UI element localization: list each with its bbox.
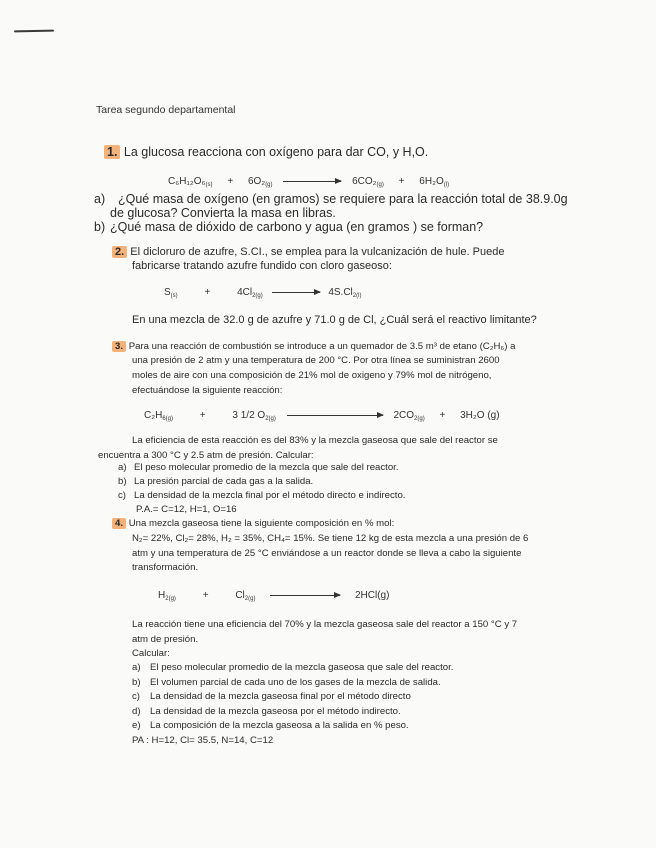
problem-4-item-a: El peso molecular promedio de la mezcla gaseosa que sale del reactor.	[150, 662, 454, 673]
problem-4-item-c: La densidad de la mezcla gaseosa final por el método directo	[150, 691, 411, 702]
eq1-plus-2: +	[398, 176, 405, 187]
problem-3-text-line-4: efectuándose la siguiente reacción:	[132, 385, 283, 396]
problem-1-equation	[168, 176, 449, 188]
problem-4-item-b: El volumen parcial de cada uno de los gases de la mezcla de salida.	[150, 677, 441, 688]
problem-4-item-c-label: c)	[132, 691, 140, 702]
eq1-reactant-2-state: (g)	[265, 182, 273, 188]
problem-1-text: La glucosa reacciona con oxígeno para dar CO, y H,O.	[123, 145, 429, 159]
eq4-plus: +	[202, 590, 209, 601]
eq2-reactant-2-state: 2(g)	[252, 293, 263, 299]
problem-1-statement	[104, 145, 428, 159]
problem-2-question: En una mezcla de 32.0 g de azufre y 71.0 g de Cl, ¿Cuál será el reactivo limitante?	[132, 314, 537, 326]
problem-2-statement	[112, 246, 504, 258]
eq3-product-1: 2CO	[393, 410, 415, 421]
eq3-product-2: 3H₂O (g)	[460, 410, 500, 421]
eq2-reactant-1: S	[164, 287, 171, 298]
problem-3-item-b: La presión parcial de cada gas a la salida.	[134, 476, 314, 487]
problem-4-text: Una mezcla gaseosa tiene la siguiente composición en % mol:	[128, 518, 395, 529]
reaction-arrow	[287, 415, 383, 416]
reaction-arrow	[270, 595, 340, 596]
problem-number-3: 3.	[112, 341, 126, 352]
eq3-plus-1: +	[199, 410, 206, 421]
problem-4-item-d: La densidad de la mezcla gaseosa por el método indirecto.	[150, 706, 401, 717]
problem-4-item-e: La composición de la mezcla gaseosa a la salida en % peso.	[150, 720, 409, 731]
eq4-reactant-1: H	[158, 590, 166, 601]
eq1-product-2-state: (l)	[443, 182, 450, 188]
pen-mark	[14, 30, 54, 33]
reaction-arrow	[283, 181, 341, 182]
eq3-reactant-1-state: 6(g)	[162, 416, 173, 422]
eq3-reactant-2-state: 2(g)	[265, 416, 276, 422]
eq2-product-1: 4S.Cl	[328, 287, 353, 298]
eq3-reactant-2: 3 1/2 O	[232, 410, 266, 421]
eq3-product-1-state: 2(g)	[414, 416, 425, 422]
problem-4-efficiency: La reacción tiene una eficiencia del 70% y la mezcla gaseosa sale del reactor a 150 °C y 7	[132, 619, 518, 630]
eq1-plus-1: +	[227, 176, 234, 187]
problem-4-item-a-label: a)	[132, 662, 141, 673]
problem-3-item-c-label: c)	[118, 490, 126, 501]
page-title: Tarea segundo departamental	[96, 104, 236, 116]
problem-1-question-b-label: b)	[94, 220, 106, 234]
eq1-reactant-1: C₆H₁₂O₆	[168, 176, 206, 187]
eq4-reactant-1-state: 2(g)	[165, 596, 176, 602]
eq1-product-1: 6CO₂	[352, 176, 377, 187]
problem-3-item-b-label: b)	[118, 476, 127, 487]
problem-3-efficiency: La eficiencia de esta reacción es del 83% y la mezcla gaseosa que sale del reactor se	[132, 435, 498, 446]
problem-4-atomic-weights: PA : H=12, Cl= 35.5, N=14, C=12	[132, 735, 274, 746]
eq1-reactant-2: 6O₂	[247, 176, 266, 187]
problem-4-item-e-label: e)	[132, 720, 141, 731]
eq1-product-1-state: (g)	[376, 182, 384, 188]
problem-3-text: Para una reacción de combustión se introduce a un quemador de 3.5 m³ de etano (C₂H₆) a	[128, 341, 516, 352]
problem-3-text-line-2: una presión de 2 atm y una temperatura de 200 °C. Por otra línea se suministran 2600	[132, 355, 500, 366]
problem-4-efficiency-cont: atm de presión.	[132, 634, 199, 645]
problem-4-text-line-3: atm y una temperatura de 25 °C enviándose a un reactor donde se lleva a cabo la siguiente	[132, 548, 522, 559]
problem-1-question-a-label: a)	[94, 192, 106, 206]
problem-3-statement	[112, 341, 515, 352]
problem-4-calcular: Calcular:	[132, 648, 170, 659]
problem-4-item-d-label: d)	[132, 706, 141, 717]
eq3-reactant-1: C₂H	[144, 410, 163, 421]
problem-4-composition: N₂= 22%, Cl₂= 28%, H₂ = 35%, CH₄= 15%. Se tiene 12 kg de esta mezcla a una presión de 6	[132, 533, 529, 544]
problem-3-text-line-3: moles de aire con una composición de 21% mol de oxigeno y 79% mol de nitrógeno,	[132, 370, 492, 381]
problem-number-4: 4.	[112, 518, 126, 529]
problem-3-item-a: El peso molecular promedio de la mezcla que sale del reactor.	[134, 462, 399, 473]
eq1-product-2: 6H₂O	[419, 176, 444, 187]
problem-1-question-b: ¿Qué masa de dióxido de carbono y agua (en gramos ) se forman?	[110, 220, 484, 234]
problem-3-efficiency-cont: encuentra a 300 °C y 2.5 atm de presión. Calcular:	[98, 450, 314, 461]
eq4-reactant-2-state: 2(g)	[244, 596, 256, 602]
problem-1-question-a-cont: de glucosa? Convierta la masa en libras.	[110, 206, 336, 220]
eq2-reactant-1-state: (s)	[170, 293, 178, 299]
problem-1-question-a: ¿Qué masa de oxígeno (en gramos) se requiere para la reacción total de 38.9.0g	[118, 192, 568, 206]
reaction-arrow	[272, 292, 320, 293]
eq4-product-1: 2HCl(g)	[355, 590, 390, 601]
eq3-plus-2: +	[439, 410, 446, 421]
problem-3-atomic-weights: P.A.= C=12, H=1, O=16	[136, 504, 237, 515]
problem-4-equation	[158, 590, 389, 602]
problem-2-equation	[164, 287, 361, 299]
problem-3-item-c: La densidad de la mezcla final por el método directo e indirecto.	[134, 490, 406, 501]
eq2-plus: +	[204, 287, 211, 298]
eq1-reactant-1-state: (s)	[205, 182, 213, 188]
problem-number-2: 2.	[112, 246, 127, 258]
eq4-reactant-2: Cl	[235, 590, 245, 601]
problem-3-item-a-label: a)	[118, 462, 127, 473]
problem-4-statement	[112, 518, 394, 529]
problem-3-equation	[144, 410, 500, 422]
problem-4-item-b-label: b)	[132, 677, 141, 688]
problem-4-text-line-4: transformación.	[132, 562, 199, 573]
eq2-product-1-state: 2(l)	[352, 293, 362, 299]
problem-number-1: 1.	[104, 145, 120, 159]
eq2-reactant-2: 4Cl	[237, 287, 253, 298]
problem-2-text-cont: fabricarse tratando azufre fundido con cloro gaseoso:	[132, 260, 392, 272]
problem-2-text: El dicloruro de azufre, S.CI., se emplea para la vulcanización de hule. Puede	[130, 246, 505, 258]
